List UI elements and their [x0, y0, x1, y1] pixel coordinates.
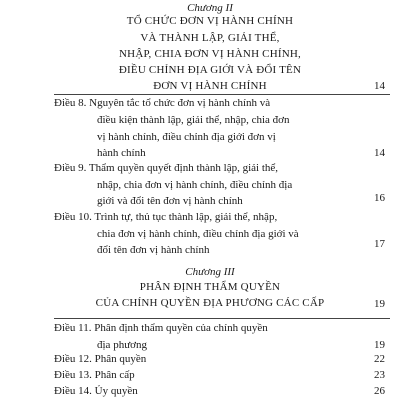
- entry-title-line: Điều 10. Trình tự, thủ tục thành lập, giải thể, nhập,: [54, 211, 278, 223]
- entry-title-line: nhập, chia đơn vị hành chính, điều chỉnh địa: [97, 179, 293, 191]
- chapter-page-number: 14: [374, 80, 385, 92]
- entry-page-number: 16: [374, 192, 385, 204]
- chapter-title-line: ĐƠN VỊ HÀNH CHÍNH: [153, 80, 267, 92]
- entry-page-number: 22: [374, 353, 385, 365]
- entry-title-line: Điều 11. Phân định thẩm quyền của chính quyền: [54, 322, 268, 334]
- entry-title-line: Điều 12. Phân quyền: [54, 353, 147, 365]
- chapter-title-line: PHÂN ĐỊNH THẨM QUYỀN: [139, 281, 281, 293]
- chapter-title-line: CỦA CHÍNH QUYỀN ĐỊA PHƯƠNG CÁC CẤP: [95, 297, 325, 309]
- entry-title-line: Điều 8. Nguyên tắc tổ chức đơn vị hành chính và: [54, 97, 271, 109]
- entry-title-line: giới và đổi tên đơn vị hành chính: [97, 195, 243, 207]
- entry-page-number: 26: [374, 385, 385, 397]
- chapter-title-line: VÀ THÀNH LẬP, GIẢI THỂ,: [140, 32, 280, 44]
- chapter-underline: [54, 318, 390, 319]
- entry-title-line: hành chính: [97, 147, 146, 159]
- entry-page-number: 23: [374, 369, 385, 381]
- chapter-label: Chương II: [187, 2, 233, 14]
- chapter-page-number: 19: [374, 298, 385, 310]
- entry-title-line: địa phương: [97, 339, 147, 351]
- chapter-title-line: ĐIỀU CHỈNH ĐỊA GIỚI VÀ ĐỔI TÊN: [118, 64, 302, 76]
- chapter-title-line: TỔ CHỨC ĐƠN VỊ HÀNH CHÍNH: [126, 15, 294, 27]
- chapter-underline: [54, 94, 390, 95]
- chapter-label: Chương III: [185, 266, 235, 278]
- chapter-title-line: NHẬP, CHIA ĐƠN VỊ HÀNH CHÍNH,: [119, 48, 301, 60]
- entry-page-number: 14: [374, 147, 385, 159]
- entry-title-line: Điều 9. Thẩm quyền quyết định thành lập, giải thể,: [54, 162, 279, 174]
- entry-title-line: Điều 14. Ủy quyền: [54, 385, 138, 397]
- entry-title-line: điều kiện thành lập, giải thể, nhập, chia đơn: [97, 114, 290, 126]
- entry-page-number: 19: [374, 339, 385, 351]
- entry-title-line: đổi tên đơn vị hành chính: [97, 244, 210, 256]
- entry-title-line: vị hành chính, điều chỉnh địa giới đơn vị: [97, 131, 276, 143]
- entry-page-number: 17: [374, 238, 385, 250]
- entry-title-line: chia đơn vị hành chính, điều chỉnh địa giới và: [97, 228, 299, 240]
- entry-title-line: Điều 13. Phân cấp: [54, 369, 135, 381]
